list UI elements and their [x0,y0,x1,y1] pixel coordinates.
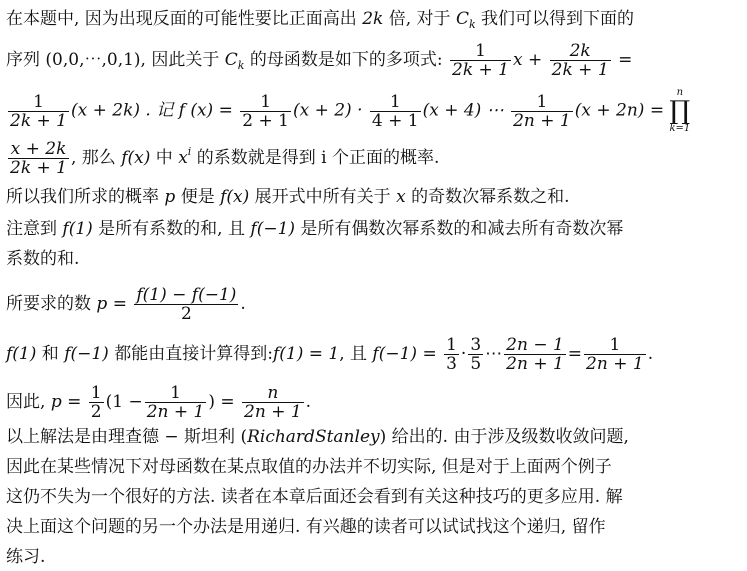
math-span: f(−1) [250,219,296,239]
math-span: x + [513,50,543,70]
text-span: , 且 [339,344,373,364]
math-span: x [396,187,406,207]
text-line [6,336,653,373]
text-span: 因此, [6,392,51,412]
fraction [145,384,207,421]
math-span: f(1) [6,344,37,364]
text-span: 我们可以得到下面的 [475,9,635,29]
numerator: 1 [609,335,621,355]
text-line [6,546,45,568]
math-span: f(x) [220,187,250,207]
text-span: 和 [36,344,65,364]
text-span: 倍, 对于 [383,9,456,29]
text-line [6,186,569,208]
numerator: 1 [389,91,401,112]
math-span: = [213,100,239,121]
denominator: 2k + 1 [10,158,67,178]
product-lower: k=1 [669,123,691,134]
text-span: 的母函数是如下的多项式: [244,50,443,70]
numerator: f(1) − f(−1) [136,285,237,305]
fraction [504,336,566,373]
math-span: = [567,344,583,364]
text-span: 展开式中所有关于 [249,187,397,207]
math-span: (x + 2k) . 记 [71,100,179,121]
fraction [444,336,459,373]
math-span: = [61,392,82,412]
denominator: 2 [134,304,238,323]
fraction [511,93,573,130]
math-span: . [240,294,246,314]
text-line [6,140,439,177]
text-line [6,384,311,421]
denominator: 2 + 1 [242,110,289,131]
math-span: x [178,148,188,168]
text-span: 的系数就是得到 i 个正面的概率. [191,148,440,168]
denominator: 2k + 1 [551,60,609,80]
product-operator [669,88,690,134]
text-line [6,516,606,538]
product-symbol: ∏ [669,96,691,126]
denominator: 5 [470,354,482,374]
text-span: 是所有偶数次幂系数的和减去所有奇数次幂 [295,219,624,239]
text-span: 所以我们所求的概率 [6,187,165,207]
text-span: 这仍不失为一个很好的方法. 读者在本章后面还会看到有关这种技巧的更多应用. 解 [6,487,623,507]
numerator: 1 [536,91,548,112]
text-span: 都能由直接计算得到: [108,344,273,364]
denominator: 2k + 1 [10,110,67,131]
denominator: 2n + 1 [586,354,644,374]
numerator: 1 [33,91,44,112]
math-span: f(1) [62,219,93,239]
math-span: (x + 4) ⋯ [422,100,504,121]
numerator: 1 [90,383,102,403]
math-span: (x + 2n) = [574,100,665,121]
fraction [450,42,511,79]
math-span: RichardStanley [247,427,380,447]
fraction [468,336,483,373]
fraction [8,140,69,177]
math-span: C [224,50,238,70]
text-line [6,426,629,448]
fraction [240,93,291,130]
numerator: 1 [170,383,181,403]
denominator: 2n + 1 [506,354,564,374]
numerator: n [267,383,279,403]
math-span: C [455,9,469,29]
math-span: p [50,392,62,412]
math-subscript: k [237,59,245,72]
numerator: 3 [470,335,482,355]
math-span: = [618,50,633,70]
text-span: 是所有系数的和, 且 [92,219,251,239]
text-line [6,486,623,508]
math-span: f(−1) = [372,344,437,364]
text-span: ) 给出的. 由于涉及级数收敛问题, [379,427,629,447]
math-span: ) = [208,392,235,412]
math-span: 2k [362,9,384,29]
numerator: 1 [260,91,272,112]
text-line [6,8,634,36]
text-line [6,218,623,240]
text-span: 所要求的数 [6,294,97,314]
text-line [6,88,690,134]
math-span: ⋯ [485,344,503,364]
fraction [89,384,104,421]
text-span: 的奇数次幂系数之和. [405,187,570,207]
numerator: 2n − 1 [506,335,564,355]
text-line [6,286,246,323]
text-span: 注意到 [6,219,63,239]
fraction [550,42,611,79]
math-span: . [305,392,312,412]
fraction [134,286,238,323]
math-span: p [96,294,108,314]
numerator: x + 2k [10,139,67,159]
denominator: 2k + 1 [452,60,509,80]
text-span: 系数的和. [6,249,80,269]
math-span: f(−1) [64,344,109,364]
text-span: 中 [150,148,179,168]
math-superscript: i [187,145,192,158]
text-line [6,456,612,478]
math-span: f (x) [178,100,214,121]
fraction [584,336,646,373]
math-span: f(x) [121,148,151,168]
numerator: 1 [446,335,457,355]
denominator: 2 [90,402,102,422]
math-span: = [107,294,127,314]
text-span: 在本题中, 因为出现反面的可能性要比正面高出 [6,9,363,29]
text-line [6,42,632,79]
text-span: 序列 (0,0,⋯,0,1), 因此关于 [6,50,225,70]
denominator: 4 + 1 [371,110,419,131]
text-span: 便是 [175,187,221,207]
numerator: 1 [475,41,486,61]
numerator: 2k [569,41,591,61]
denominator: 2n + 1 [146,402,205,422]
text-line [6,248,79,270]
text-span: 以上解法是由理查德 − 斯坦利 ( [6,427,248,447]
math-span: p [164,187,176,207]
math-subscript: k [468,18,476,31]
text-span: 因此在某些情况下对母函数在某点取值的办法并不切实际, 但是对于上面两个例子 [6,457,612,477]
text-span: 练习. [6,547,46,567]
denominator: 2n + 1 [513,110,571,131]
fraction [8,93,69,130]
math-span: (1 − [105,392,143,412]
fraction [242,384,304,421]
math-span: · [460,344,467,364]
math-span: . [647,344,654,364]
text-span: , 那么 [71,148,122,168]
denominator: 3 [446,354,457,374]
math-span: (x + 2) · [292,100,363,121]
denominator: 2n + 1 [244,402,302,422]
math-span: f(1) = 1 [272,344,340,364]
fraction [370,93,421,130]
product-upper: n [676,87,684,98]
text-span: 决上面这个问题的另一个办法是用递归. 有兴趣的读者可以试试找这个递归, 留作 [6,517,606,537]
